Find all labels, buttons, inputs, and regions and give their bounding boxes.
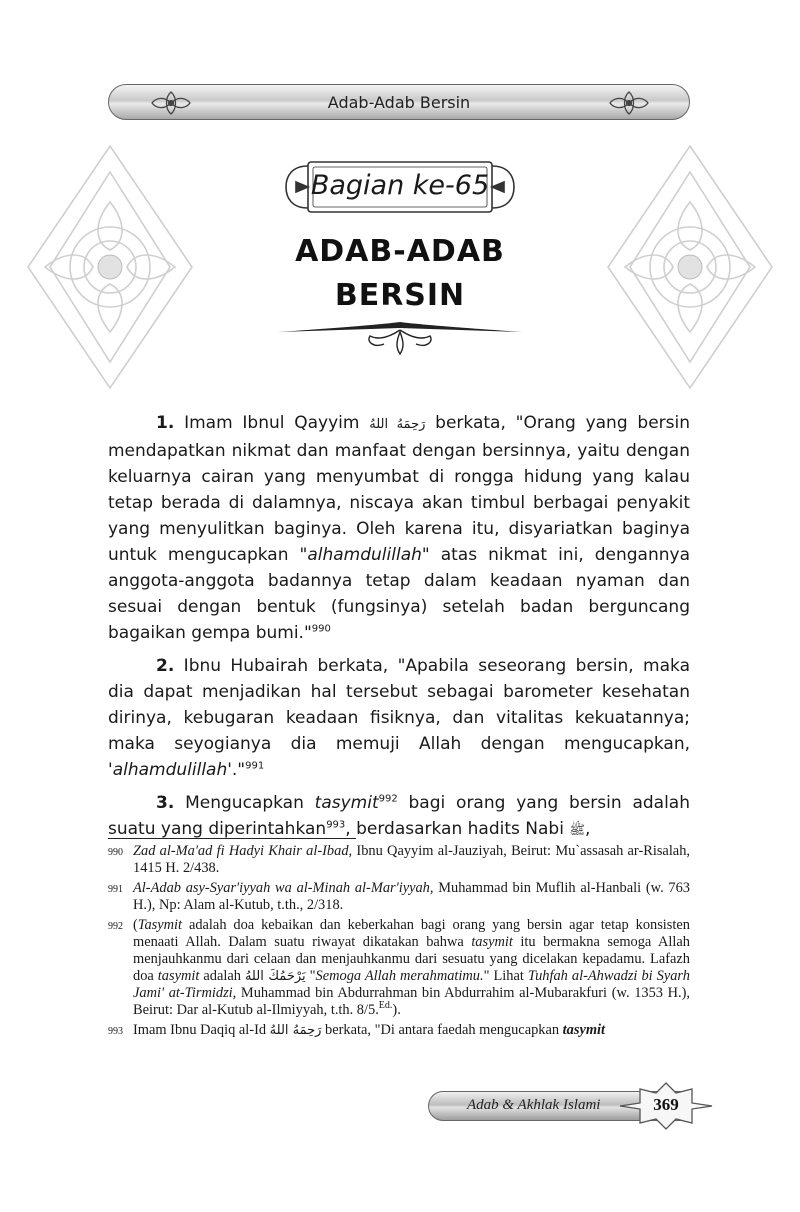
footnote-993: 993 Imam Ibnu Daqiq al-Id رَحِمَهُ اللهُ berkata, "Di antara faedah mengucapkan tasymit: [108, 1022, 606, 1038]
honorific-text: رَحِمَهُ اللهُ: [269, 1023, 322, 1038]
page-number: 369: [653, 1095, 679, 1114]
arabesque-ornament-icon: [604, 142, 776, 392]
arabesque-ornament-icon: [24, 142, 196, 392]
chapter-label-banner: [282, 152, 518, 222]
footnote-ref: 993: [326, 819, 346, 831]
paragraph-2: 2. Ibnu Hubairah berkata, "Apabila seseorang bersin, maka dia dapat menjadikan hal tersebut sebagai barometer kesehatan dirinya, kebugaran keadaan fisiknya, dan vitalitas kekuatannya; maka seyogianya dia memuji Allah dengan mengucapkan, 'alhamdulillah'."$^{991}$: [108, 656, 690, 780]
footnote-separator: [108, 838, 356, 839]
running-header: [108, 84, 690, 120]
honorific-text: رَحِمَهُ اللهُ: [369, 417, 426, 432]
footnote-ref: 991: [245, 760, 265, 772]
book-title: Adab & Akhlak Islami: [467, 1097, 601, 1113]
chapter-label: Bagian ke-65: [310, 170, 490, 201]
arabic-prayer-text: يَرْحَمُكَ اللهُ: [244, 969, 306, 984]
footnote-991: 991 Al-Adab asy-Syar'iyyah wa al-Minah al-Mar'iyyah, Muhammad bin Muflih al-Hanbali (w. 763 H.), Np: Alam al-Kutub, t.th., 2/318.: [108, 880, 690, 913]
page-number-badge: [616, 1081, 716, 1131]
footnote-990: 990 Zad al-Ma'ad fi Hadyi Khair al-Ibad, Ibnu Qayyim al-Jauziyah, Beirut: Mu`assasah ar-Risalah, 1415 H. 2/438.: [108, 843, 690, 876]
footnote-ref: 992: [378, 793, 398, 805]
chapter-title-line-1: ADAB-ADAB: [295, 234, 505, 269]
footnote-ref: 990: [311, 623, 331, 635]
footnote-992: 992 (Tasymit adalah doa kebaikan dan keberkahan bagi orang yang bersin agar tetap konsisten menaati Allah. Dalam suatu riwayat dikatakan bahwa tasymit itu bermakna semoga Allah menjauhkanmu dari celaan dan menjauhkanmu dari sesuatu yang dicelakan kepadamu. Lafazh doa tasymit adalah يَرْحَمُكَ اللهُ "Semoga Allah merahmatimu." Lihat Tuhfah al-Ahwadzi bi Syarh Jami' at-Tirmidzi, Muhammad bin Abdurrahman bin Abdurrahim al-Mubarakfuri (w. 1353 H.), Beirut: Dar al-Kutub al-Ilmiyyah, t.th. 8/5.$^{Ed.}$).: [108, 917, 691, 1018]
chapter-title-line-2: BERSIN: [334, 278, 466, 313]
honorific-text: ﷺ: [569, 823, 586, 838]
main-body: [108, 410, 690, 851]
running-title: Adab-Adab Bersin: [327, 93, 471, 112]
footnotes: [108, 843, 690, 1042]
paragraph-1: 1. Imam Ibnul Qayyim رَحِمَهُ اللهُ berkata, "Orang yang bersin mendapatkan nikmat dan manfaat dengan bersinnya, yaitu dengan keluarnya cairan yang menyumbat di rongga hidung yang kalau tetap berada di dalamnya, niscaya akan timbul berbagai penyakit yang menyulitkan baginya. Oleh karena itu, disyariatkan baginya untuk mengucapkan "alhamdulillah" atas nikmat ini, dengannya anggota-anggota badannya tetap dalam keadaan nyaman dan sesuai dengan bentuk (fungsinya) setelah badan berguncang bagaikan gempa bumi."$^{990}$: [108, 413, 690, 643]
divider-ornament-icon: [276, 318, 524, 360]
paragraph-3: 3. Mengucapkan tasymit$^{992}$ bagi orang yang bersin adalah suatu yang diperintahkan$^{993}$, berdasarkan hadits Nabi ﷺ,: [108, 793, 690, 839]
